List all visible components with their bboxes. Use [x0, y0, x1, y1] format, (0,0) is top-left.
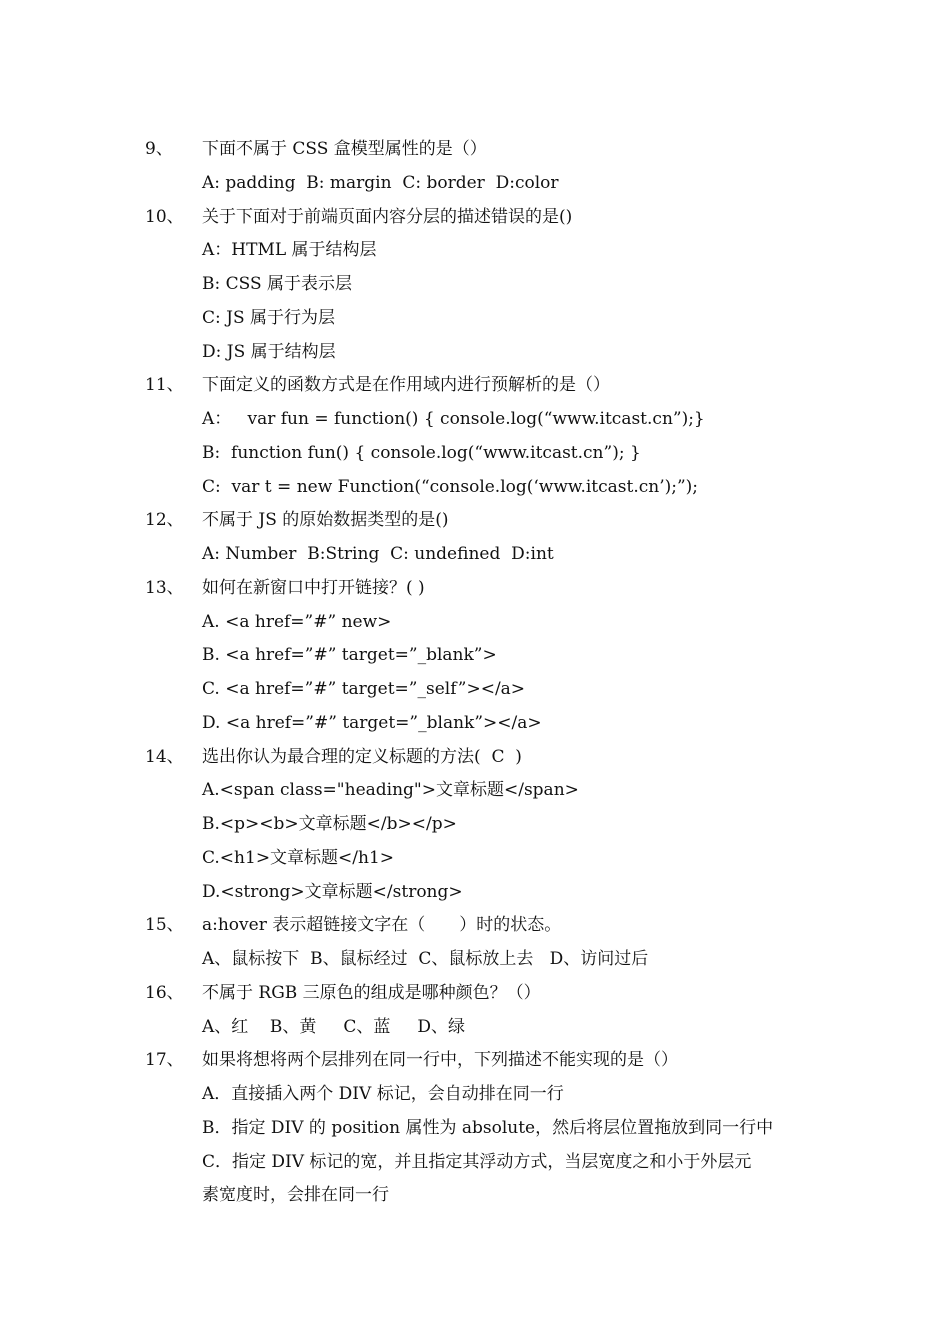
answer-option: A.<span class="heading">文章标题</span> — [202, 780, 579, 801]
answer-option-row — [0, 605, 950, 639]
answer-option-row — [0, 773, 950, 807]
answer-option-row — [0, 1077, 950, 1111]
answer-option: C．指定 DIV 标记的宽，并且指定其浮动方式，当层宽度之和小于外层元 — [202, 1151, 752, 1172]
answer-option-row — [0, 402, 950, 436]
question-row — [0, 200, 950, 234]
answer-option-row — [0, 233, 950, 267]
question-number: 10、 — [145, 206, 184, 227]
answer-option-row — [0, 875, 950, 909]
answer-option: C.<h1>文章标题</h1> — [202, 847, 395, 868]
question-number: 9、 — [145, 139, 173, 159]
answer-option-row — [0, 166, 950, 200]
answer-option: A: Number B:String C: undefined D:int — [202, 544, 554, 564]
answer-option: C: var t = new Function(“console.log(‘www.itcast.cn’);”); — [202, 476, 699, 497]
question-text: 下面定义的函数方式是在作用域内进行预解析的是（） — [202, 375, 610, 396]
answer-option-row — [0, 301, 950, 335]
answer-option-row — [0, 807, 950, 841]
answer-option-row — [0, 1111, 950, 1145]
answer-option: B.<p><b>文章标题</b></p> — [202, 814, 457, 834]
answer-option: A. <a href=”#” new> — [202, 611, 392, 632]
answer-option: A、红 B、黄 C、蓝 D、绿 — [202, 1016, 466, 1037]
question-text: 不属于 RGB 三原色的组成是哪种颜色？（） — [202, 982, 541, 1003]
answer-option: D: JS 属于结构层 — [202, 341, 336, 362]
answer-option: B: function fun() { console.log(“www.itcast.cn”); } — [202, 442, 641, 463]
question-row — [0, 976, 950, 1010]
answer-option: D. <a href=”#” target=”_blank”></a> — [202, 712, 542, 733]
answer-option-row — [0, 638, 950, 672]
question-number: 16、 — [145, 982, 184, 1003]
answer-option: B．指定 DIV 的 position 属性为 absolute，然后将层位置拖放到同一行中 — [202, 1117, 774, 1138]
answer-option: A： var fun = function() { console.log(“www.itcast.cn”);} — [202, 409, 705, 429]
question-text: 如果将想将两个层排列在同一行中，下列描述不能实现的是（） — [202, 1050, 678, 1071]
question-text: 下面不属于 CSS 盒模型属性的是（） — [202, 139, 487, 159]
answer-option-row — [0, 436, 950, 470]
question-row — [0, 571, 950, 605]
answer-option-row — [0, 672, 950, 706]
question-row — [0, 368, 950, 402]
question-text: 不属于 JS 的原始数据类型的是() — [202, 510, 449, 531]
answer-option-row — [0, 706, 950, 740]
question-row — [0, 740, 950, 774]
answer-option: A、鼠标按下 B、鼠标经过 C、鼠标放上去 D、访问过后 — [202, 949, 649, 969]
question-number: 15、 — [145, 915, 184, 936]
question-row — [0, 503, 950, 537]
answer-option-row — [0, 942, 950, 976]
answer-option: D.<strong>文章标题</strong> — [202, 881, 463, 902]
answer-option: C: JS 属于行为层 — [202, 307, 336, 328]
answer-option-row — [0, 1145, 950, 1179]
answer-option-row — [0, 841, 950, 875]
question-number: 17、 — [145, 1050, 184, 1071]
question-text: a:hover 表示超链接文字在（ ）时的状态。 — [202, 915, 562, 936]
answer-option: A：HTML 属于结构层 — [202, 240, 377, 261]
answer-option: A: padding B: margin C: border D:color — [202, 172, 559, 193]
answer-option-row — [0, 1178, 950, 1212]
answer-option-row — [0, 267, 950, 301]
question-text: 如何在新窗口中打开链接？( ) — [202, 577, 425, 598]
answer-option: C. <a href=”#” target=”_self”></a> — [202, 679, 526, 699]
question-number: 11、 — [145, 375, 184, 396]
answer-option-row — [0, 537, 950, 571]
question-number: 14、 — [145, 746, 184, 767]
answer-option-row — [0, 1010, 950, 1044]
question-row — [0, 908, 950, 942]
answer-option: A．直接插入两个 DIV 标记，会自动排在同一行 — [202, 1084, 564, 1104]
question-number: 13、 — [145, 577, 184, 598]
question-text: 选出你认为最合理的定义标题的方法( C ) — [202, 746, 522, 767]
question-number: 12、 — [145, 510, 184, 531]
answer-option: B: CSS 属于表示层 — [202, 274, 353, 294]
question-text: 关于下面对于前端页面内容分层的描述错误的是() — [202, 206, 573, 227]
answer-option: B. <a href=”#” target=”_blank”> — [202, 645, 497, 666]
question-row — [0, 132, 950, 166]
answer-option: 素宽度时，会排在同一行 — [202, 1185, 389, 1206]
answer-option-row — [0, 335, 950, 369]
question-row — [0, 1043, 950, 1077]
answer-option-row — [0, 470, 950, 504]
